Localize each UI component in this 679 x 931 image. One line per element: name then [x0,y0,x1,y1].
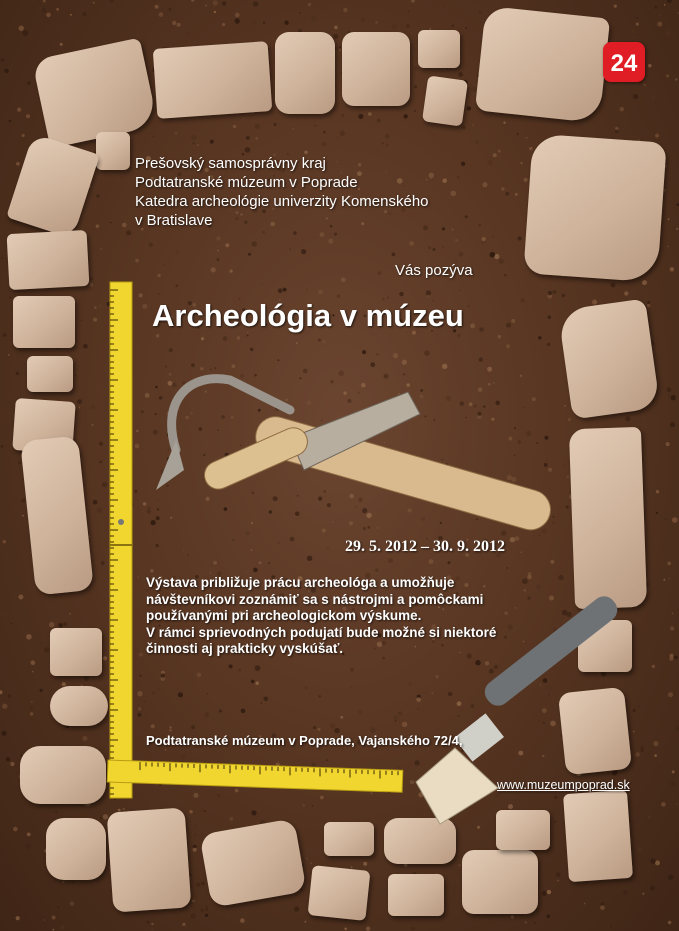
exhibition-dates: 29. 5. 2012 – 30. 9. 2012 [345,538,505,555]
poster-title: Archeológia v múzeu [152,298,464,333]
organizer-line: Katedra archeológie univerzity Komenského [135,193,429,210]
invite-text: Vás pozýva [395,262,473,279]
organizer-line: v Bratislave [135,212,213,229]
museum-address: Podtatranské múzeum v Poprade, Vajanského 72/4, [146,733,463,748]
organizer-line: Prešovský samosprávny kraj [135,155,326,172]
svg-text:24: 24 [610,50,638,77]
description-line: Výstava približuje prácu archeológa a umožňuje [146,575,455,590]
description-line: činnosti aj prakticky vyskúšať. [146,641,344,656]
description-line: návštevníkovi zoznámiť sa s nástrojmi a pomôckami [146,591,484,607]
tv24-logo-icon [603,42,645,82]
description-line: V rámci sprievodných podujatí bude možné si niektoré [146,624,497,640]
description [146,575,566,658]
description-line: používanými pri archeologickom výskume. [146,608,422,623]
organizer-line: Podtatranské múzeum v Poprade [135,174,358,191]
website-link[interactable]: www.muzeumpoprad.sk [497,778,630,792]
hand-hoe-icon [156,379,555,535]
